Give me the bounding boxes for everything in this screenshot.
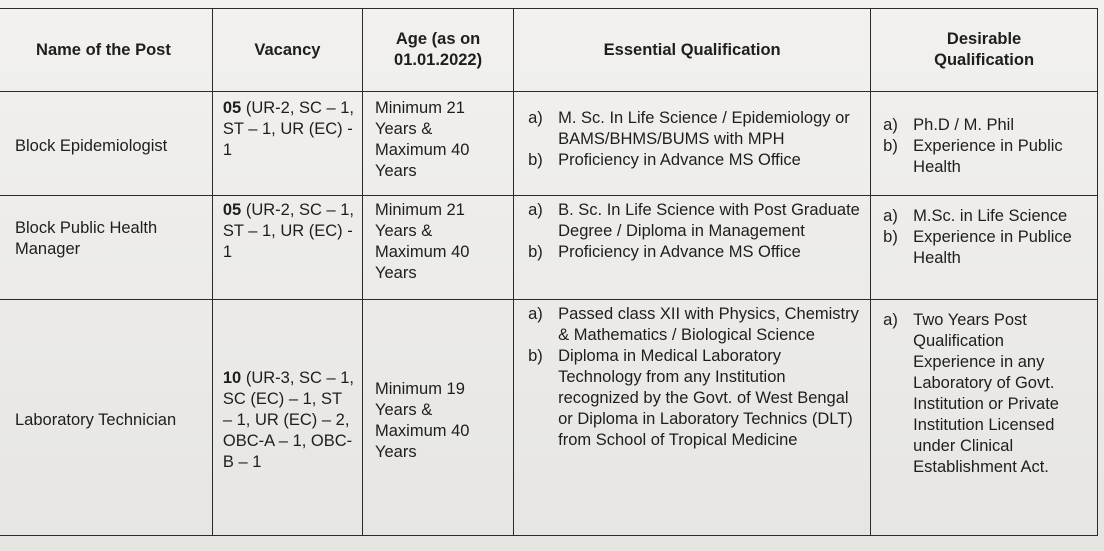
list-marker: a): [528, 305, 543, 323]
essential-qualification: [514, 196, 871, 300]
vacancy-breakdown: (UR-2, SC – 1, ST – 1, UR (EC) - 1: [222, 99, 355, 159]
vacancy-count: 10: [222, 369, 242, 387]
header-essential-qualification: Essential Qualification: [514, 9, 871, 92]
list-item: [528, 200, 862, 242]
list-text: Passed class XII with Physics, Chemistry & Mathematics / Biological Science: [558, 305, 859, 344]
post-name: Laboratory Technician: [0, 300, 212, 536]
table-row: [0, 300, 1098, 536]
list-item: [528, 304, 862, 346]
table-row: [0, 196, 1098, 300]
list-marker: b): [528, 243, 543, 261]
vacancy-count: 05: [222, 99, 242, 117]
list-text: Ph.D / M. Phil: [913, 116, 1015, 134]
vacancy-breakdown: (UR-2, SC – 1, ST – 1, UR (EC) - 1: [222, 201, 355, 261]
list-marker: a): [883, 116, 898, 134]
header-age: Age (as on 01.01.2022): [363, 9, 514, 92]
list-text: B. Sc. In Life Science with Post Graduate Degree / Diploma in Management: [558, 201, 860, 240]
desirable-qualification: [871, 196, 1098, 300]
list-text: M. Sc. In Life Science / Epidemiology or BAMS/BHMS/BUMS with MPH: [558, 109, 850, 148]
list-item: [528, 108, 862, 150]
vacancy-breakdown: (UR-3, SC – 1, SC (EC) – 1, ST – 1, UR (EC) – 2, OBC-A – 1, OBC-B – 1: [222, 369, 355, 471]
list-item: [883, 115, 1089, 136]
list-item: [883, 206, 1089, 227]
list-item: [528, 150, 862, 171]
header-desirable-qualification: Desirable Qualification: [871, 9, 1098, 92]
list-marker: b): [528, 347, 543, 365]
vacancy-count: 05: [222, 201, 242, 219]
header-row: [0, 9, 1098, 92]
vacancy-cell: [212, 300, 362, 536]
header-post: Name of the Post: [0, 9, 212, 92]
post-name: Block Epidemiologist: [0, 92, 212, 196]
list-marker: b): [883, 137, 898, 155]
list-text: Experience in Publice Health: [913, 228, 1072, 267]
list-text: Proficiency in Advance MS Office: [558, 151, 801, 169]
age-limit: Minimum 21 Years & Maximum 40 Years: [363, 92, 514, 196]
list-item: [528, 346, 862, 451]
list-marker: a): [528, 109, 543, 127]
vacancy-table: [0, 8, 1098, 536]
list-item: [883, 310, 1089, 478]
vacancy-cell: [212, 196, 362, 300]
list-text: Diploma in Medical Laboratory Technology from any Institution recognized by the Govt. of West Bengal or Diploma in Laboratory Technics (DLT) from School of Tropical Medicine: [558, 347, 853, 449]
list-marker: b): [883, 228, 898, 246]
list-marker: a): [528, 201, 543, 219]
list-text: Proficiency in Advance MS Office: [558, 243, 801, 261]
list-item: [883, 136, 1089, 178]
list-text: M.Sc. in Life Science: [913, 207, 1068, 225]
age-limit: Minimum 19 Years & Maximum 40 Years: [363, 300, 514, 536]
list-marker: b): [528, 151, 543, 169]
post-name: Block Public Health Manager: [0, 196, 212, 300]
desirable-qualification: [871, 92, 1098, 196]
essential-qualification: [514, 300, 871, 536]
list-text: Two Years Post Qualification Experience in any Laboratory of Govt. Institution or Private Institution Licensed under Clinical Establishment Act.: [913, 311, 1059, 476]
header-vacancy: Vacancy: [212, 9, 362, 92]
list-marker: a): [883, 207, 898, 225]
list-text: Experience in Public Health: [913, 137, 1063, 176]
list-item: [528, 242, 862, 263]
list-item: [883, 227, 1089, 269]
list-marker: a): [883, 311, 898, 329]
age-limit: Minimum 21 Years & Maximum 40 Years: [363, 196, 514, 300]
vacancy-cell: [212, 92, 362, 196]
desirable-qualification: [871, 300, 1098, 536]
table-row: [0, 92, 1098, 196]
essential-qualification: [514, 92, 871, 196]
